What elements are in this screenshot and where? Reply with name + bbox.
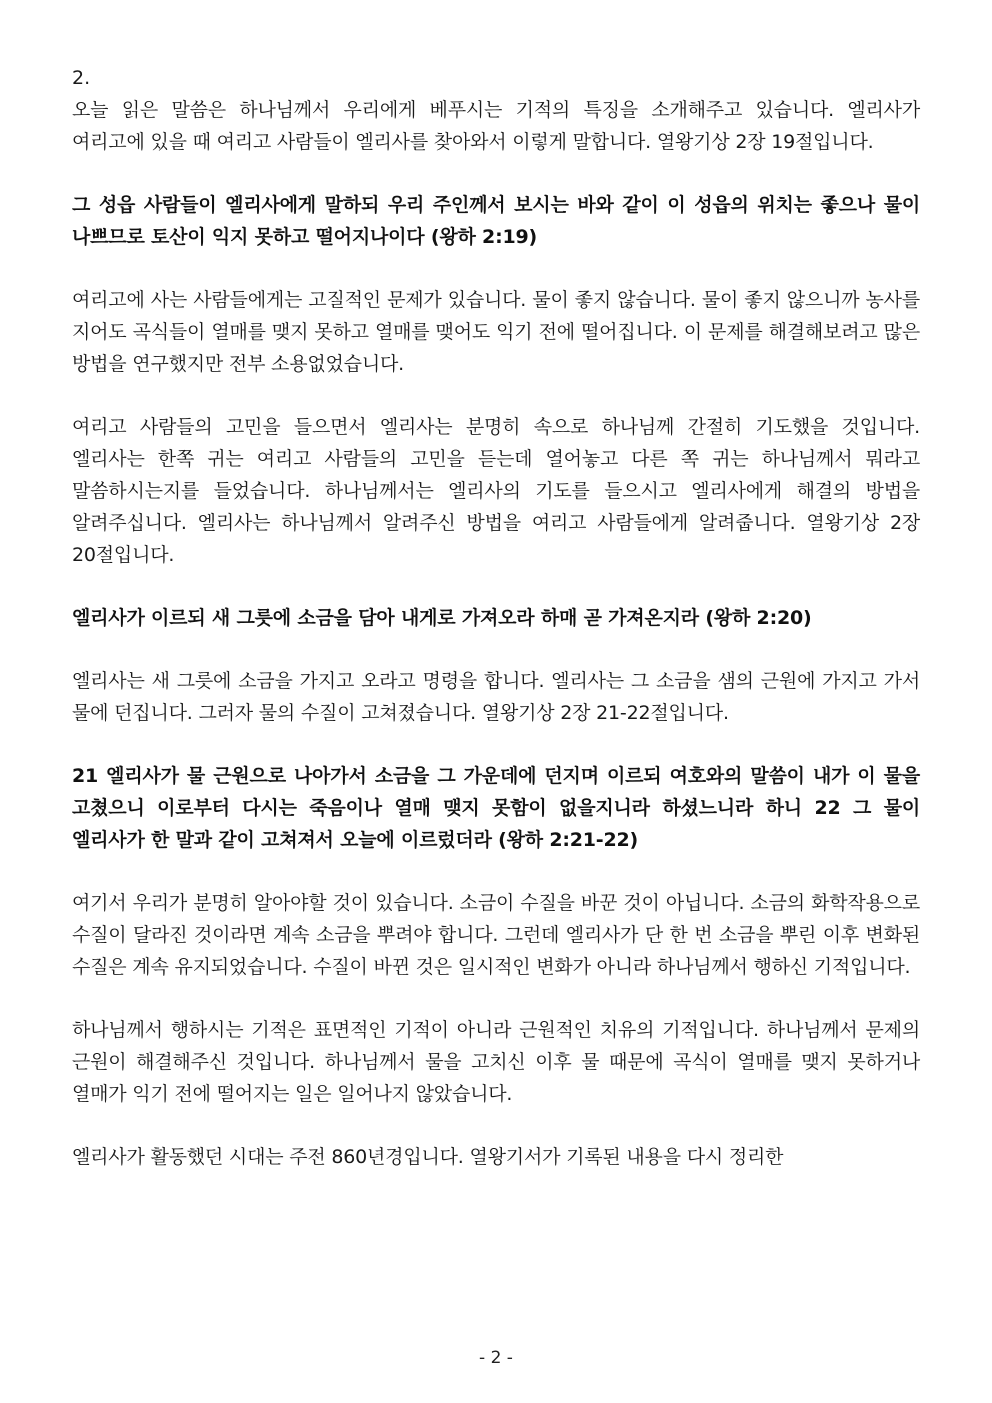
body-paragraph: 하나님께서 행하시는 기적은 표면적인 기적이 아니라 근원적인 치유의 기적입니다. 하나님께서 문제의 근원이 해결해주신 것입니다. 하나님께서 물을 고치신 이후 물 때문에 곡식이 열매를 맺지 못하거나 열매가 익기 전에 떨어지는 일은 일어나지 않았습니다. bbox=[72, 1019, 920, 1105]
page-number: - 2 - bbox=[479, 1348, 513, 1368]
body-paragraph: 엘리사가 활동했던 시대는 주전 860년경입니다. 열왕기서가 기록된 내용을 다시 정리한 bbox=[72, 1146, 784, 1168]
body-paragraph: 엘리사는 새 그릇에 소금을 가지고 오라고 명령을 합니다. 엘리사는 그 소금을 샘의 근원에 가지고 가서 물에 던집니다. 그러자 물의 수질이 고쳐졌습니다. 열왕기상 2장 21-22절입니다. bbox=[72, 670, 920, 724]
scripture-quote: 21 엘리사가 물 근원으로 나아가서 소금을 그 가운데에 던지며 이르되 여호와의 말씀이 내가 이 물을 고쳤으니 이로부터 다시는 죽음이나 열매 맺지 못함이 없을지니라 하셨느니라 하니 22 그 물이 엘리사가 한 말과 같이 고쳐져서 오늘에 이르렀더라 (왕하 2:21-22) bbox=[72, 765, 920, 851]
scripture-quote: 엘리사가 이르되 새 그릇에 소금을 담아 내게로 가져오라 하매 곧 가져온지라 (왕하 2:20) bbox=[72, 607, 812, 629]
section-number: 2. bbox=[72, 67, 91, 89]
body-paragraph: 여기서 우리가 분명히 알아야할 것이 있습니다. 소금이 수질을 바꾼 것이 아닙니다. 소금의 화학작용으로 수질이 달라진 것이라면 계속 소금을 뿌려야 합니다. 그런데 엘리사가 단 한 번 소금을 뿌린 이후 변화된 수질은 계속 유지되었습니다. 수질이 바뀐 것은 일시적인 변화가 아니라 하나님께서 행하신 기적입니다. bbox=[72, 892, 920, 978]
scripture-quote: 그 성읍 사람들이 엘리사에게 말하되 우리 주인께서 보시는 바와 같이 이 성읍의 위치는 좋으나 물이 나쁘므로 토산이 익지 못하고 떨어지나이다 (왕하 2:19) bbox=[72, 194, 920, 248]
body-paragraph: 오늘 읽은 말씀은 하나님께서 우리에게 베푸시는 기적의 특징을 소개해주고 있습니다. 엘리사가 여리고에 있을 때 여리고 사람들이 엘리사를 찾아와서 이렇게 말합니다. 열왕기상 2장 19절입니다. bbox=[72, 99, 920, 153]
body-paragraph: 여리고에 사는 사람들에게는 고질적인 문제가 있습니다. 물이 좋지 않습니다. 물이 좋지 않으니까 농사를 지어도 곡식들이 열매를 맺지 못하고 열매를 맺어도 익기 전에 떨어집니다. 이 문제를 해결해보려고 많은 방법을 연구했지만 전부 소용없었습니다. bbox=[72, 289, 920, 375]
body-paragraph: 여리고 사람들의 고민을 들으면서 엘리사는 분명히 속으로 하나님께 간절히 기도했을 것입니다. 엘리사는 한쪽 귀는 여리고 사람들의 고민을 듣는데 열어놓고 다른 쪽 귀는 하나님께서 뭐라고 말씀하시는지를 들었습니다. 하나님께서는 엘리사의 기도를 들으시고 엘리사에게 해결의 방법을 알려주십니다. 엘리사는 하나님께서 알려주신 방법을 여리고 사람들에게 알려줍니다. 열왕기상 2장 20절입니다. bbox=[72, 416, 920, 566]
